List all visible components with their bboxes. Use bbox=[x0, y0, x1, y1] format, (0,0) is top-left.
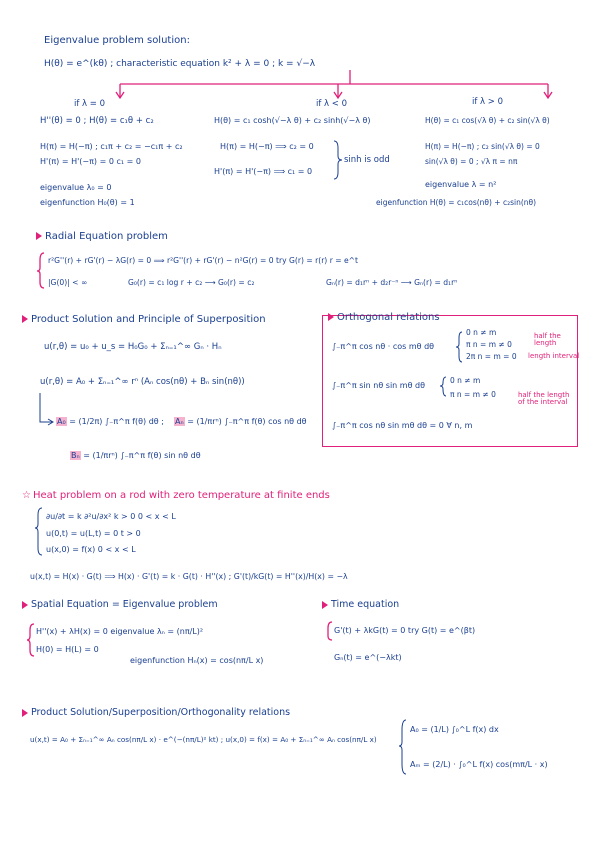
characteristic-equation: H(θ) = e^(kθ) ; characteristic equation k² + λ = 0 ; k = √−λ bbox=[44, 59, 316, 69]
case-zero-label: if λ = 0 bbox=[74, 99, 106, 109]
radial-gn-solution: Gₙ(r) = d₁rⁿ + d₂r⁻ⁿ ⟶ Gₙ(r) = d₁rⁿ bbox=[326, 278, 458, 287]
general-solution-equation: u(r,θ) = A₀ + Σₙ₌₁^∞ rⁿ (Aₙ cos(nθ) + Bₙ sin(nθ)) bbox=[40, 377, 245, 387]
case-negative-label: if λ < 0 bbox=[316, 99, 348, 109]
an-coefficient: Aₙ = (1/πrⁿ) ∫₋π^π f(θ) cos nθ dθ bbox=[175, 417, 307, 426]
bn-coefficient: Bₙ = (1/πrⁿ) ∫₋π^π f(θ) sin nθ dθ bbox=[71, 451, 201, 460]
final-series-solution: u(x,t) = A₀ + Σₙ₌₁^∞ Aₙ cos(nπ/L x) · e^(−(nπ/L)² kt) ; u(x,0) = f(x) = A₀ + Σₙ₌₁^∞ Aₙ cos(nπ/L x) bbox=[30, 735, 377, 744]
section-marker-icon bbox=[22, 601, 28, 609]
case-positive-label: if λ > 0 bbox=[472, 97, 504, 107]
case-zero-eigenvalue: eigenvalue λ₀ = 0 bbox=[40, 183, 112, 192]
cos-cos-case-3: 2π n = m = 0 bbox=[466, 352, 517, 361]
spatial-ode: H''(x) + λH(x) = 0 eigenvalue λₙ = (nπ/L)² bbox=[36, 627, 204, 636]
case-zero-eigenfunction: eigenfunction H₀(θ) = 1 bbox=[40, 198, 135, 207]
cos-cos-case-2: π n = m ≠ 0 bbox=[466, 340, 512, 349]
radial-equation-line-1: r²G''(r) + rG'(r) − λG(r) = 0 ⟹ r²G''(r) + rG'(r) − n²G(r) = 0 try G(r) = r(r) r = e^t bbox=[48, 256, 359, 265]
heat-problem-title: ☆ Heat problem on a rod with zero temperature at finite ends bbox=[22, 490, 330, 501]
case-negative-line-3: H'(π) = H'(−π) ⟹ c₁ = 0 bbox=[214, 167, 313, 176]
case-negative-line-1: H(θ) = c₁ cosh(√−λ θ) + c₂ sinh(√−λ θ) bbox=[214, 116, 371, 125]
radial-bounded-condition: |G(0)| < ∞ bbox=[48, 278, 88, 287]
case-zero-line-1: H''(θ) = 0 ; H(θ) = c₁θ + c₂ bbox=[40, 116, 154, 126]
orthogonal-relations-title: Orthogonal relations bbox=[328, 313, 440, 323]
final-am: Aₘ = (2/L) · ∫₀^L f(x) cos(mπ/L · x) bbox=[410, 760, 548, 769]
spatial-eigenfunction: eigenfunction Hₙ(x) = cos(nπ/L x) bbox=[130, 656, 264, 665]
product-solution-title: Product Solution and Principle of Superposition bbox=[22, 315, 266, 325]
radial-g0-solution: G₀(r) = c₁ log r + c₂ ⟶ G₀(r) = c₂ bbox=[128, 278, 255, 287]
separation-of-variables: u(x,t) = H(x) · G(t) ⟹ H(x) · G'(t) = k · G(t) · H''(x) ; G'(t)/kG(t) = H''(x)/H(x) = −λ bbox=[30, 572, 348, 581]
initial-condition: u(x,0) = f(x) 0 < x < L bbox=[46, 545, 136, 554]
cos-cos-integral: ∫₋π^π cos nθ · cos mθ dθ bbox=[332, 342, 435, 351]
case-positive-eigenfunction: eigenfunction H(θ) = c₁cos(nθ) + c₂sin(nθ) bbox=[376, 198, 537, 207]
boundary-condition: u(0,t) = u(L,t) = 0 t > 0 bbox=[46, 529, 141, 538]
heat-equation: ∂u/∂t = k ∂²u/∂x² k > 0 0 < x < L bbox=[46, 512, 176, 521]
half-length-note: half the length bbox=[534, 332, 561, 348]
time-ode: G'(t) + λkG(t) = 0 try G(t) = e^(βt) bbox=[334, 626, 476, 635]
superposition-equation: u(r,θ) = u₀ + u_s = H₀G₀ + Σₙ₌₁^∞ Gₙ · Hₙ bbox=[44, 342, 222, 352]
section-marker-icon bbox=[322, 601, 328, 609]
section-marker-icon bbox=[22, 709, 28, 717]
case-zero-line-3: H'(π) = H'(−π) = 0 c₁ = 0 bbox=[40, 157, 141, 166]
radial-equation-title: Radial Equation problem bbox=[36, 232, 168, 242]
section-marker-icon bbox=[36, 232, 42, 240]
spatial-equation-title: Spatial Equation = Eigenvalue problem bbox=[22, 600, 218, 610]
length-interval-note: length interval bbox=[528, 352, 580, 360]
case-positive-line-3: sin(√λ θ) = 0 ; √λ π = nπ bbox=[425, 157, 518, 166]
time-solution: Gₙ(t) = e^(−λkt) bbox=[334, 653, 402, 662]
eigenvalue-problem-title: Eigenvalue problem solution: bbox=[44, 35, 190, 46]
half-interval-note: half the length of the interval bbox=[518, 391, 570, 407]
final-a0: A₀ = (1/L) ∫₀^L f(x) dx bbox=[410, 725, 499, 734]
final-solution-title: Product Solution/Superposition/Orthogonality relations bbox=[22, 708, 290, 718]
star-icon: ☆ bbox=[22, 490, 31, 501]
case-zero-line-2: H(π) = H(−π) ; c₁π + c₂ = −c₁π + c₂ bbox=[40, 142, 183, 151]
case-positive-line-2: H(π) = H(−π) ; c₂ sin(√λ θ) = 0 bbox=[425, 142, 540, 151]
sinh-odd-note: sinh is odd bbox=[344, 155, 390, 165]
sin-sin-integral: ∫₋π^π sin nθ sin mθ dθ bbox=[332, 381, 425, 390]
time-equation-title: Time equation bbox=[322, 600, 399, 610]
case-positive-eigenvalue: eigenvalue λ = n² bbox=[425, 180, 497, 189]
section-marker-icon bbox=[328, 313, 334, 321]
case-positive-line-1: H(θ) = c₁ cos(√λ θ) + c₂ sin(√λ θ) bbox=[425, 116, 550, 125]
sin-sin-case-2: π n = m ≠ 0 bbox=[450, 390, 496, 399]
case-negative-line-2: H(π) = H(−π) ⟹ c₂ = 0 bbox=[220, 142, 314, 151]
cos-cos-case-1: 0 n ≠ m bbox=[466, 328, 497, 337]
spatial-boundary: H(0) = H(L) = 0 bbox=[36, 645, 99, 654]
a0-coefficient: A₀ = (1/2π) ∫₋π^π f(θ) dθ ; bbox=[57, 417, 164, 426]
section-marker-icon bbox=[22, 315, 28, 323]
sin-sin-case-1: 0 n ≠ m bbox=[450, 376, 481, 385]
cos-sin-integral: ∫₋π^π cos nθ sin mθ dθ = 0 ∀ n, m bbox=[332, 421, 473, 430]
